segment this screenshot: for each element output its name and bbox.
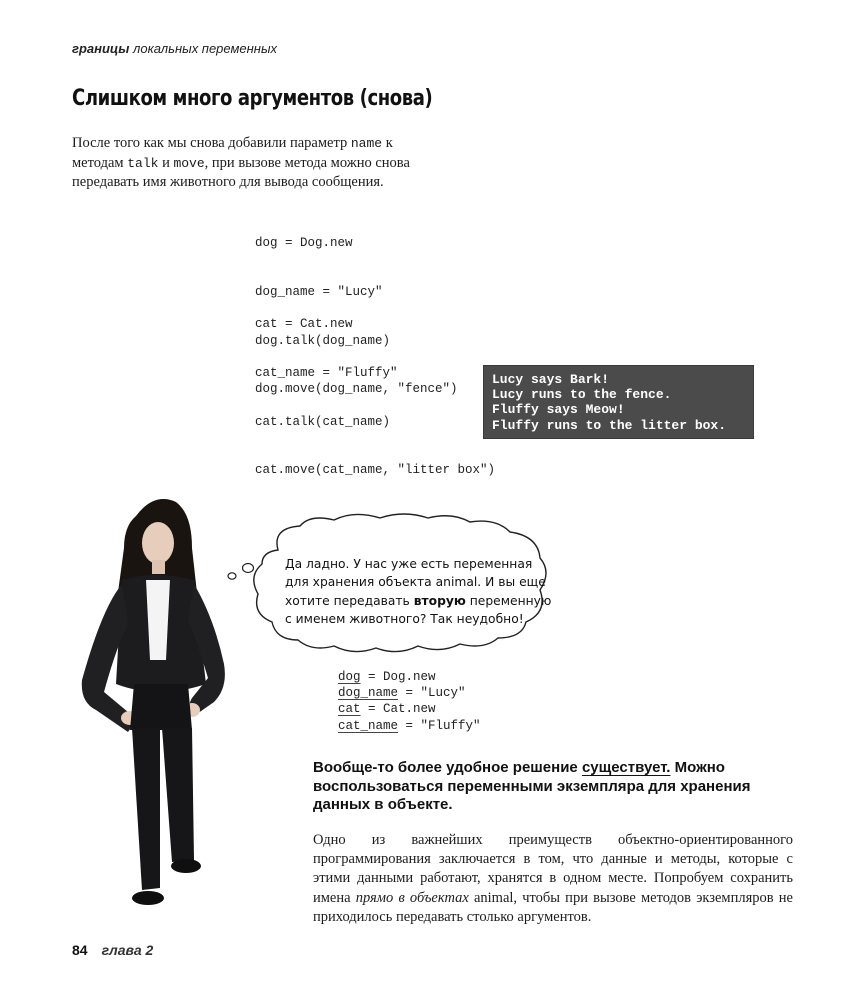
- code-rest: = "Lucy": [398, 686, 466, 701]
- console-line: Fluffy says Meow!: [492, 402, 625, 418]
- emphasis-text-1: Вообще-то более удобное решение: [313, 759, 582, 776]
- code-line: [338, 669, 481, 685]
- intro-text-4: , при вызове метода можно снова передавать имя животного для вывода сообщения.: [72, 154, 410, 190]
- underlined-var: cat_name: [338, 718, 399, 733]
- bubble-text-1: Да ладно. У нас уже есть переменная для хранения объекта animal. И вы еще хотите передавать: [285, 557, 546, 608]
- code-block-cat: [255, 284, 495, 495]
- intro-text-3: и: [158, 154, 174, 171]
- bubble-bold-word: вторую: [413, 593, 466, 608]
- code-line: dog.move(dog_name, "fence"): [255, 382, 458, 397]
- intro-text-2: к методам: [72, 135, 393, 171]
- body-italic: прямо в объектах: [355, 889, 469, 906]
- underlined-var: dog_name: [338, 686, 399, 701]
- running-header-rest: локальных переменных: [129, 41, 278, 56]
- console-line: Lucy says Bark!: [492, 372, 610, 387]
- page-number: 84: [72, 942, 88, 958]
- running-header-bold: границы: [72, 41, 130, 56]
- code-rest: = Dog.new: [360, 670, 436, 684]
- emphasis-paragraph: [313, 759, 793, 815]
- code-line: dog = Dog.new: [255, 236, 353, 251]
- code-line: [338, 718, 481, 734]
- code-line: cat = Cat.new: [255, 317, 353, 332]
- intro-text-1: После того как мы снова добавили параметр: [72, 135, 351, 151]
- underlined-var: dog: [338, 670, 361, 684]
- body-text-1: Одно из важнейших преимуществ объектно-ориентированного программирования заключается в том, что данные и методы, которые с этими данными работают, хранятся в одном месте. Попробуем сохранить имена: [313, 832, 793, 906]
- console-line: Lucy runs to the fence.: [492, 387, 672, 403]
- intro-code-talk: talk: [127, 155, 159, 171]
- code-block-underlined: [338, 669, 481, 734]
- page-title: Слишком много аргументов (снова): [72, 86, 433, 111]
- emphasis-underlined: существует.: [581, 759, 671, 776]
- body-paragraph: [313, 831, 793, 927]
- underlined-var: cat: [338, 702, 361, 717]
- code-line: dog.talk(dog_name): [255, 333, 391, 348]
- bubble-text-2: переменную с именем животного? Так неудобно!: [285, 593, 552, 626]
- running-header: [72, 41, 277, 56]
- code-line: cat.move(cat_name, "litter box"): [255, 463, 496, 478]
- emphasis-text-2: Можно воспользоваться переменными экземпляра для хранения данных в объекте.: [313, 759, 751, 814]
- body-text-2: animal, чтобы при вызове методов экземпляров не приходилось передавать столько аргументов.: [313, 889, 793, 925]
- thought-bubble-text: [285, 555, 555, 628]
- page-footer: [72, 942, 153, 960]
- intro-paragraph: [72, 134, 417, 192]
- intro-code-move: move: [173, 155, 205, 171]
- intro-code-name: name: [350, 136, 383, 151]
- code-rest: = Cat.new: [360, 702, 436, 717]
- chapter-label: глава 2: [101, 942, 154, 958]
- console-output: [484, 366, 753, 438]
- code-line: dog_name = "Lucy": [255, 285, 383, 300]
- code-rest: = "Fluffy": [398, 718, 481, 733]
- code-line: cat_name = "Fluffy": [255, 366, 398, 381]
- code-line: cat.talk(cat_name): [255, 414, 391, 429]
- code-line: [338, 685, 481, 701]
- code-line: [338, 701, 481, 717]
- console-line: Fluffy runs to the litter box.: [492, 417, 727, 433]
